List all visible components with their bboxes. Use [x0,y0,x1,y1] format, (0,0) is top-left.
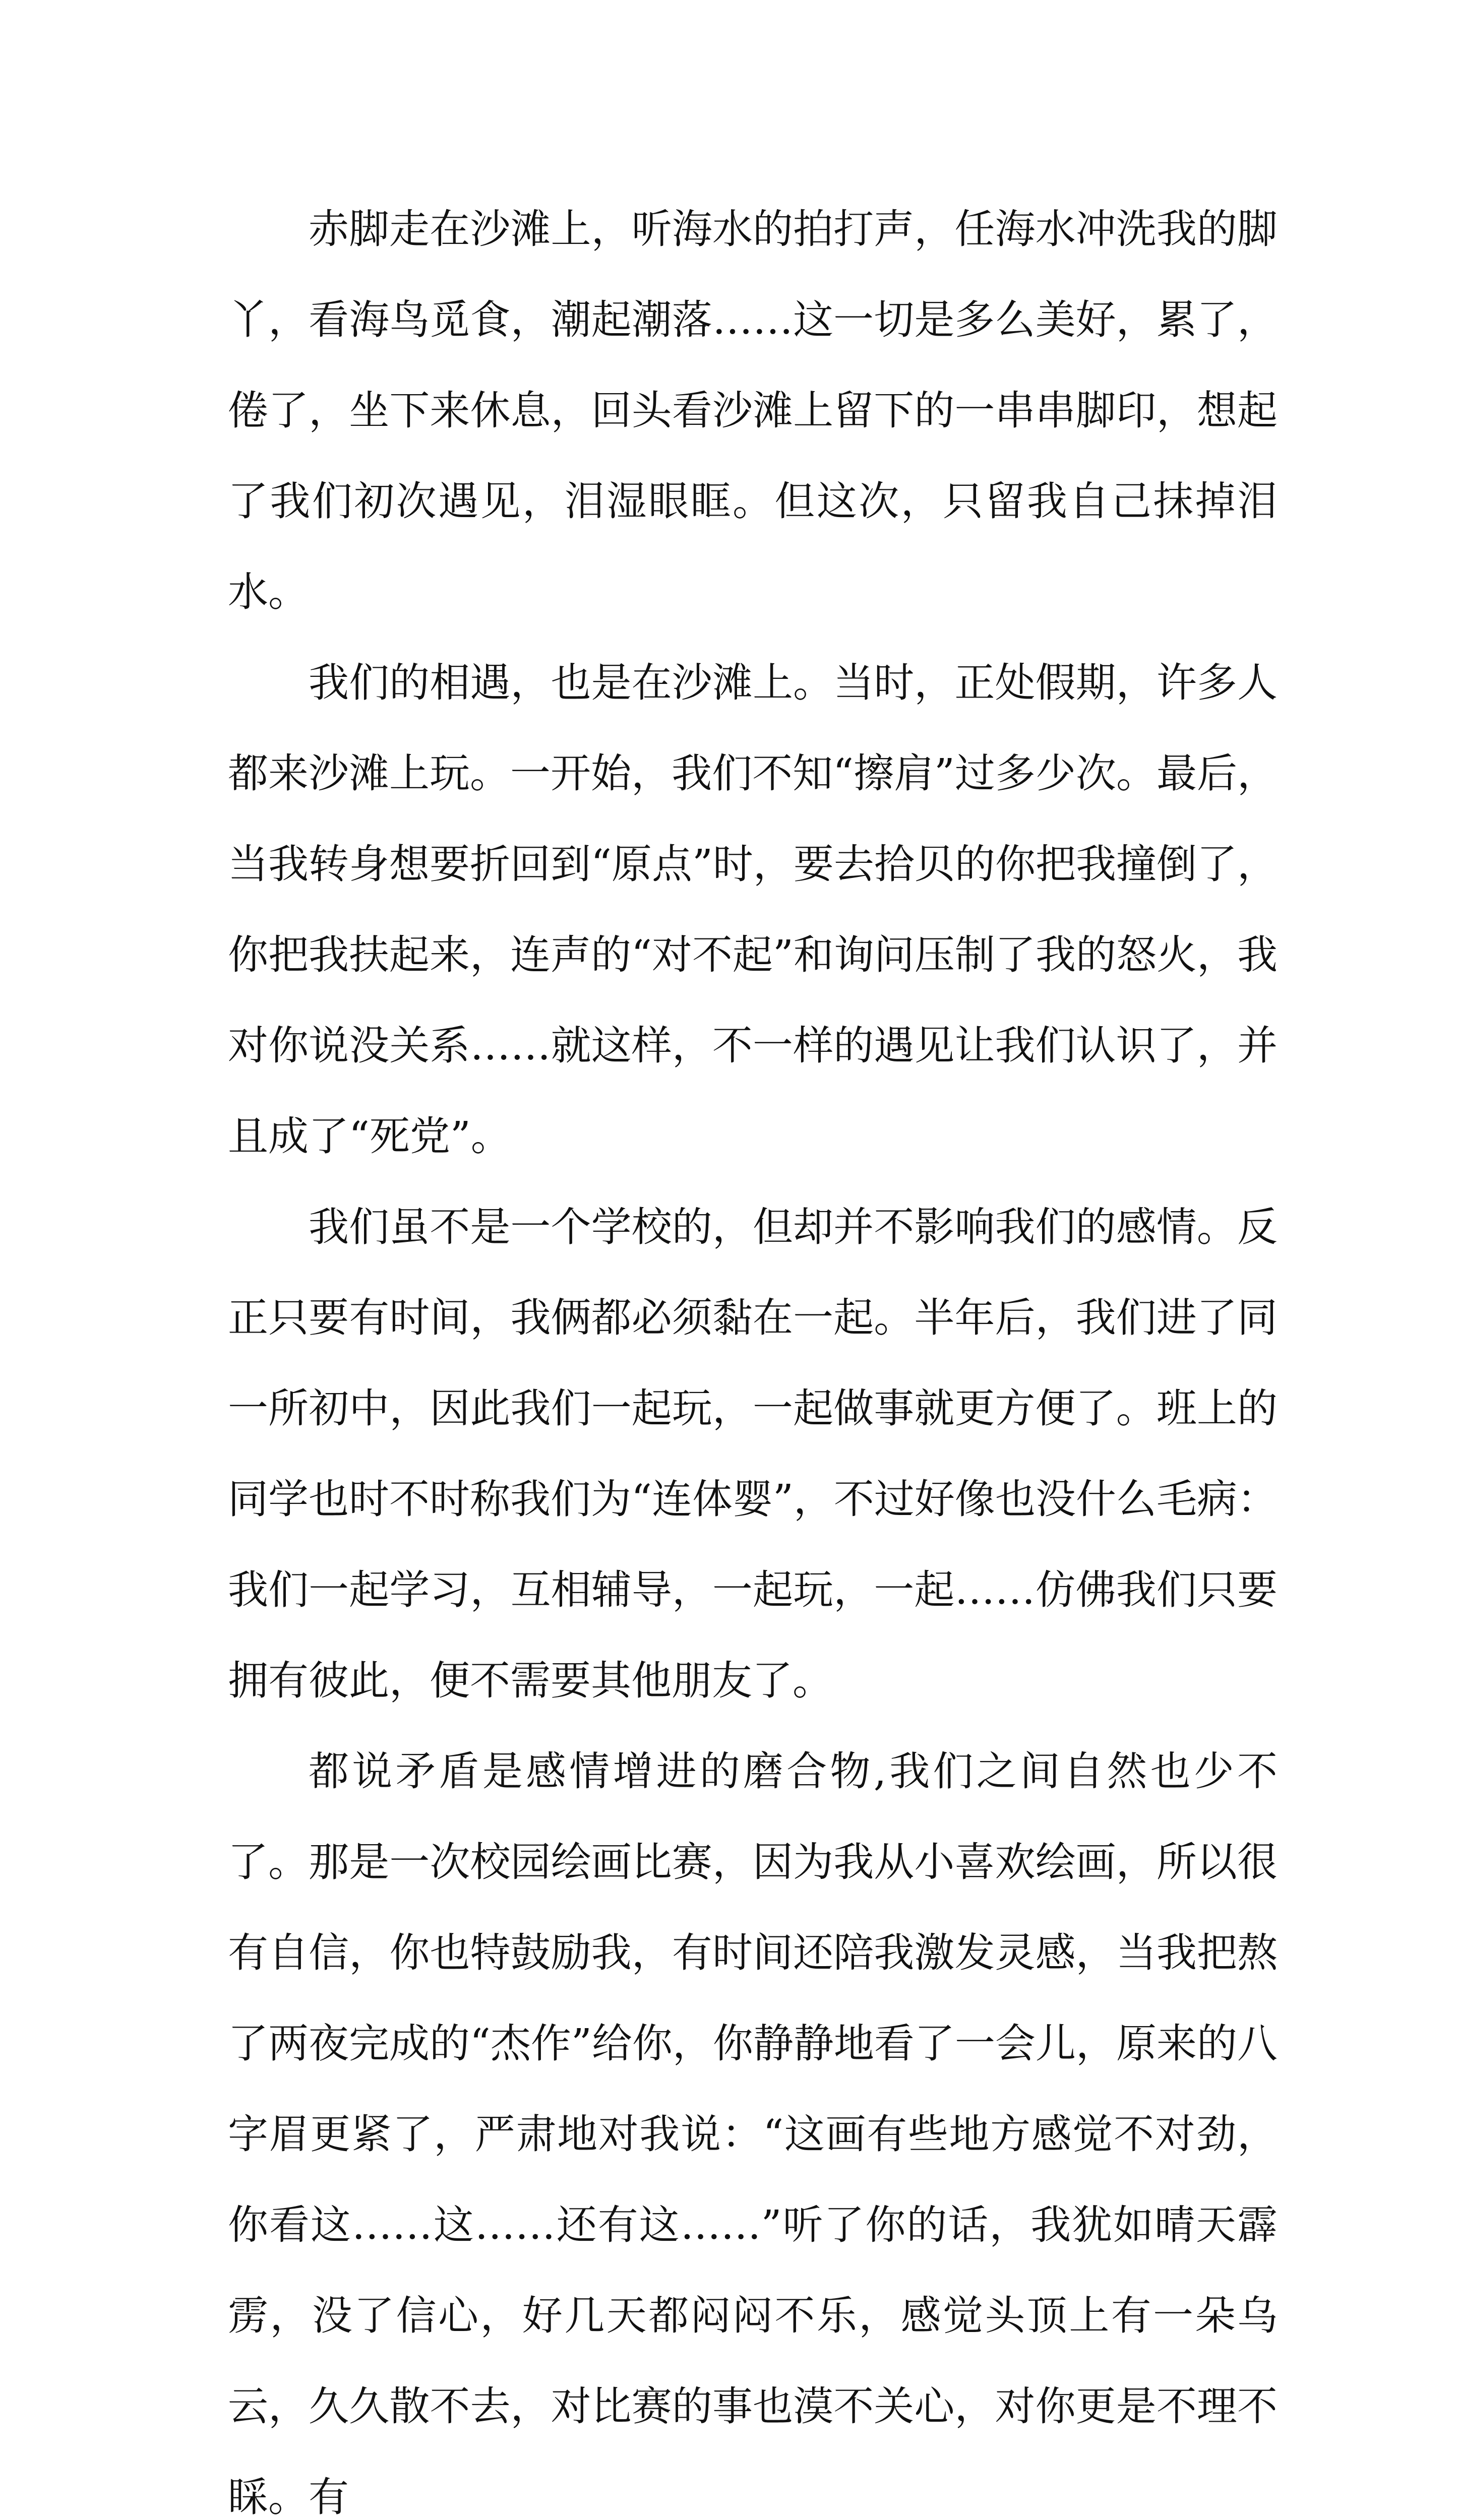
essay-body [228,184,1278,2520]
paragraph-1: 赤脚走在沙滩上，听海水的拍打声，任海水冲洗我的脚丫，看海鸟觅食，潮起潮落……这一切是多么美好，累了，倦了，坐下来休息，回头看沙滩上留下的一串串脚印，想起了我们初次遇见，泪湿眼眶。但这次，只留我自己抹掉泪水。 [228,206,1278,615]
paragraph-2: 我们的相遇，也是在沙滩上。当时，正处假期，许多人都来沙滩上玩。一开始，我们不知“擦肩”过多少次。最后，当我转身想要折回到“原点”时，要去拾贝的你把我撞倒了，你把我扶起来，连声的“对不起”和询问压制了我的怒火，我对你说没关系……就这样，不一样的遇见让我们认识了，并且成了“死党”。 [228,659,1278,1160]
paragraph-3: 我们虽不是一个学校的，但却并不影响我们的感情。反正只要有时间，我俩都必须黏在一起。半年后，我们进了同一所初中，因此我们一起玩，一起做事就更方便了。班上的同学也时不时称我们为“连体婴”，不过好像也没什么毛病：我们一起学习，互相辅导，一起玩，一起……仿佛我们只要拥有彼此，便不需要其他朋友了。 [228,1204,1278,1704]
paragraph-4: 都说矛盾是感情增进的磨合物,我们之间自然也少不了。那是一次校园绘画比赛，因为我从小喜欢绘画，所以很有自信，你也特鼓励我，有时间还陪我激发灵感，当我把熬了两夜完成的“杰作”给你，你静静地看了一会儿，原来的八字眉更紧了，严肃地对我说：“这画有些地方感觉不对劲，你看这……这……还有这……”听了你的话，我犹如晴天霹雳，没了信心，好几天都闷闷不乐，感觉头顶上有一朵乌云，久久散不去，对比赛的事也漠不关心，对你更是不理不睬。有 [228,1748,1278,2520]
